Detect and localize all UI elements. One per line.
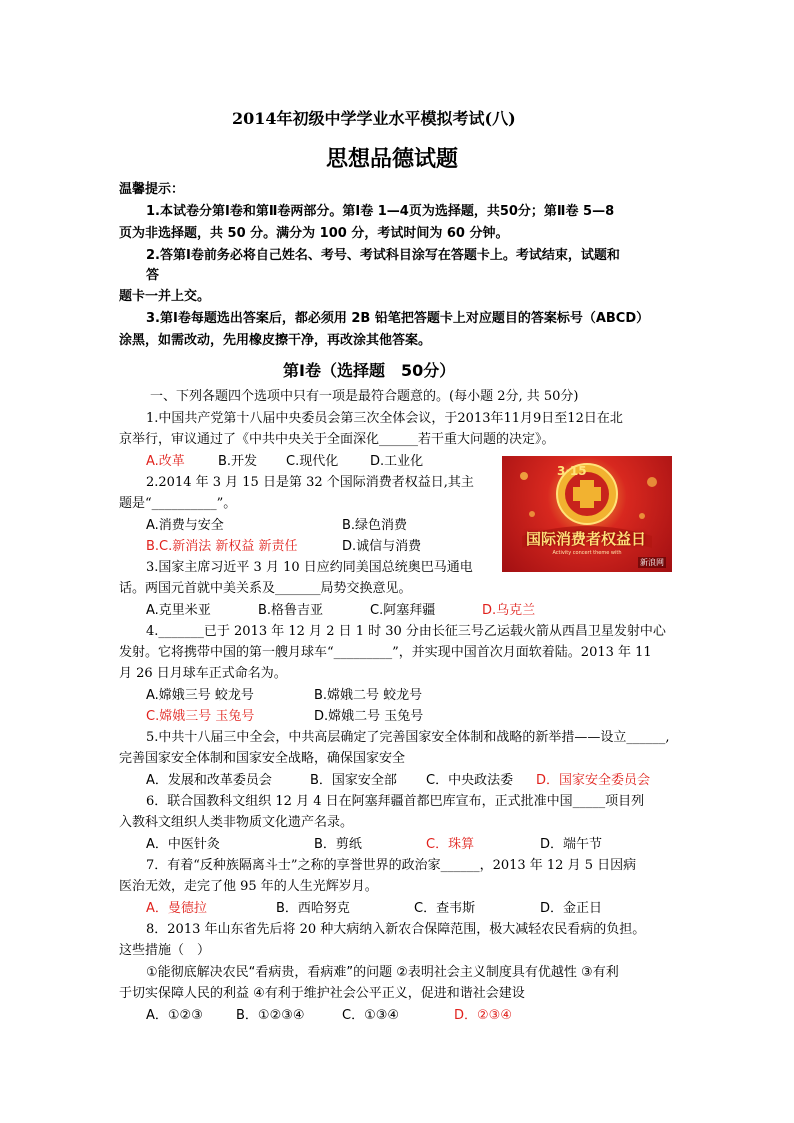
tips-line-4: 答 xyxy=(146,268,160,283)
image-banner-text: 国际消费者权益日 xyxy=(525,530,646,548)
q7-line-2: 医治无效，走完了他 95 年的人生光辉岁月。 xyxy=(119,879,378,894)
tips-line-2: 页为非选择题，共 50 分。满分为 100 分，考试时间为 60 分钟。 xyxy=(119,226,509,241)
section-instruction: 一、下列各题四个选项中只有一项是最符合题意的。(每小题 2分, 共 50分) xyxy=(150,389,579,404)
q1-line-2: 京举行，审议通过了《中共中央关于全面深化______若干重大问题的决定》。 xyxy=(119,432,555,447)
q4-line-3: 月 26 日月球车正式命名为。 xyxy=(119,666,287,681)
q8-line-1: 8．2013 年山东省先后将 20 种大病纳入新农合保障范围，极大减轻农民看病的负担。 xyxy=(146,922,646,937)
q1-option-a: A.改革 xyxy=(146,454,185,469)
q1-line-1: 1.中国共产党第十八届中央委员会第三次全体会议，于2013年11月9日至12日在北 xyxy=(146,411,623,426)
q5-option-c: C．中央政法委 xyxy=(426,773,514,788)
q6-option-a: A．中医针灸 xyxy=(146,837,220,852)
q4-option-d: D.嫦娥二号 玉兔号 xyxy=(314,709,424,724)
q6-option-c: C．珠算 xyxy=(426,837,475,852)
q6-option-d: D．端午节 xyxy=(540,837,603,852)
tips-line-3: 2.答第Ⅰ卷前务必将自己姓名、考号、考试科目涂写在答题卡上。考试结束，试题和 xyxy=(146,248,620,263)
q2-option-b: B.绿色消费 xyxy=(342,518,408,533)
q7-option-c: C．查韦斯 xyxy=(414,901,476,916)
q1-option-d: D.工业化 xyxy=(370,454,424,469)
q3-option-c: C.阿塞拜疆 xyxy=(370,603,436,618)
tips-line-7: 涂黑，如需改动，先用橡皮擦干净，再改涂其他答案。 xyxy=(119,333,432,348)
q1-option-b: B.开发 xyxy=(218,454,258,469)
q4-line-1: 4._______已于 2013 年 12 月 2 日 1 时 30 分由长征三号乙运载火箭从西昌卫星发射中心 xyxy=(146,624,666,639)
q5-line-2: 完善国家安全体制和国家安全战略，确保国家安全 xyxy=(119,751,406,766)
q1-option-c: C.现代化 xyxy=(286,454,339,469)
q3-line-1: 3.国家主席习近平 3 月 10 日应约同美国总统奥巴马通电 xyxy=(146,560,473,575)
q8-option-d: D．②③④ xyxy=(454,1008,512,1023)
q7-option-a: A．曼德拉 xyxy=(146,901,207,916)
image-badge-text: 3·15 xyxy=(557,464,587,478)
tips-line-5: 题卡一并上交。 xyxy=(119,289,211,304)
image-watermark: 新浪网 xyxy=(640,558,664,567)
q2-line-1: 2.2014 年 3 月 15 日是第 32 个国际消费者权益日,其主 xyxy=(146,475,474,490)
q8-option-c: C．①③④ xyxy=(342,1008,400,1023)
tips-line-6: 3.第Ⅰ卷每题选出答案后，都必须用 2B 铅笔把答题卡上对应题目的答案标号（ABCD） xyxy=(146,311,650,326)
q5-option-a: A．发展和改革委员会 xyxy=(146,773,272,788)
q6-line-1: 6．联合国教科文组织 12 月 4 日在阿塞拜疆首都巴库宣布，正式批准中国_____项目列 xyxy=(146,794,645,809)
q2-option-c: B.C.新消法 新权益 新责任 xyxy=(146,539,298,554)
q3-option-a: A.克里米亚 xyxy=(146,603,211,618)
q3-option-b: B.格鲁吉亚 xyxy=(258,603,324,618)
tips-line-1: 1.本试卷分第Ⅰ卷和第Ⅱ卷两部分。第Ⅰ卷 1—4页为选择题，共50分；第Ⅱ卷 5—8 xyxy=(146,204,615,219)
q5-option-b: B．国家安全部 xyxy=(310,773,397,788)
q6-line-2: 入教科文组织人类非物质文化遗产名录。 xyxy=(119,815,354,830)
q3-option-d: D.乌克兰 xyxy=(482,603,536,618)
subject-title: 思想品德试题 xyxy=(326,146,459,172)
tips-heading: 温馨提示： xyxy=(119,182,185,197)
q4-option-a: A.嫦娥三号 蛟龙号 xyxy=(146,688,254,703)
q7-option-b: B．西哈努克 xyxy=(276,901,350,916)
q8-line-3: ①能彻底解决农民“看病贵，看病难”的问题 ②表明社会主义制度具有优越性 ③有利 xyxy=(146,965,619,980)
q5-option-d: D．国家安全委员会 xyxy=(536,773,651,788)
q2-option-d: D.诚信与消费 xyxy=(342,539,422,554)
section-title: 第Ⅰ卷（选择题 50分） xyxy=(283,361,456,380)
q2-option-a: A.消费与安全 xyxy=(146,518,224,533)
q8-line-4: 于切实保障人民的利益 ④有利于维护社会公平正义，促进和谐社会建设 xyxy=(119,986,525,1001)
q2-line-2: 题是“__________”。 xyxy=(119,496,237,511)
q8-option-a: A．①②③ xyxy=(146,1008,203,1023)
consumer-rights-day-image xyxy=(502,456,672,572)
image-small-text: Activity concert theme with xyxy=(552,550,622,556)
q3-line-2: 话。两国元首就中美关系及_______局势交换意见。 xyxy=(119,581,412,596)
exam-title: 2014年初级中学学业水平模拟考试(八) xyxy=(232,109,516,128)
q8-option-b: B．①②③④ xyxy=(236,1008,305,1023)
q4-option-b: B.嫦娥二号 蛟龙号 xyxy=(314,688,423,703)
q7-option-d: D．金正日 xyxy=(540,901,603,916)
q6-option-b: B．剪纸 xyxy=(314,837,362,852)
q5-line-1: 5.中共十八届三中全会，中共高层确定了完善国家安全体制和战略的新举措——设立______, xyxy=(146,730,670,745)
q7-line-1: 7．有着“反种族隔离斗士”之称的享誉世界的政治家______，2013 年 12 月 5 日因病 xyxy=(146,858,637,873)
q8-line-2: 这些措施（ ） xyxy=(119,943,211,958)
q4-line-2: 发射。它将携带中国的第一艘月球车“_________”，并实现中国首次月面软着陆。2013 年 11 xyxy=(119,645,652,660)
q4-option-c: C.嫦娥三号 玉兔号 xyxy=(146,709,255,724)
